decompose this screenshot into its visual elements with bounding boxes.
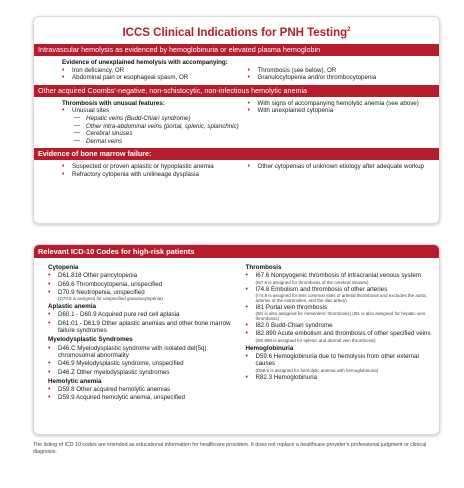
code-text: D46.Z Other myelodysplastic syndromes <box>58 368 170 376</box>
hemolysis-left-list <box>62 67 248 82</box>
code-item <box>246 304 432 321</box>
code-text: D61.01 - D61.9 Other aplastic anemias and other bone marrow failure syndromes <box>58 319 231 335</box>
list-subitem: — Other intra-abdominal veins (portal, splenic, splanchnic) <box>62 123 248 131</box>
list-item: • Other cytopenias of unknown etiology after adequate workup <box>248 163 434 171</box>
icd10-right-column <box>246 262 432 402</box>
code-item <box>48 386 234 393</box>
code-text: D61.818 Other pancytopenia <box>58 272 138 280</box>
code-item <box>246 322 432 329</box>
list-item: • Thrombosis (see below), OR <box>248 67 434 75</box>
code-item <box>48 320 234 335</box>
code-item <box>48 345 234 360</box>
band-intravascular-hemolysis: Intravascular hemolysis as evidenced by hemoglobinuria or elevated plasma hemoglobin <box>34 44 439 56</box>
code-text: I82.0 Budd-Chiari syndrome <box>255 322 333 330</box>
list-item: • With signs of accompanying hemolytic anemia (see above) <box>248 100 434 108</box>
code-item <box>246 374 432 381</box>
code-text: I74.8 Embolism and thrombosis of other arteries <box>255 285 388 293</box>
section-hemolysis <box>34 56 439 85</box>
band-bone-marrow-failure: Evidence of bone marrow failure: <box>34 148 439 160</box>
bone-marrow-right-list <box>248 163 434 178</box>
code-list <box>48 345 234 376</box>
code-group-heading: Myelodysplastic Syndromes <box>48 336 133 344</box>
code-list <box>246 272 432 342</box>
code-text: D59.9 Acquired hemolytic anemia, unspecified <box>58 394 185 402</box>
code-item <box>48 369 234 376</box>
code-item <box>246 272 432 284</box>
code-text: D70.9 Neutropenia, unspecified <box>58 288 145 296</box>
icd10-left-column <box>48 262 234 402</box>
code-group-heading: Thrombosis <box>245 264 282 271</box>
code-item <box>246 330 432 342</box>
band-coombs-negative-anemia: Other acquired Coombs'-negative, non-schistocytic, non-infectious hemolytic anemia <box>34 85 439 97</box>
code-item <box>48 272 234 279</box>
band-icd10-codes: Relevant ICD-10 Codes for high-risk patients <box>34 245 439 258</box>
section-subheading: Thrombosis with unusual features: <box>62 99 165 107</box>
list-item: • Suspected or proven aplastic or hypoplastic anemia <box>62 163 248 171</box>
code-note: (D70.9 is assigned for unspecified granulocytopenia) <box>58 296 163 302</box>
code-text: D59.8 Other acquired hemolytic anemias <box>58 386 171 394</box>
code-text: D46.C Myelodysplastic syndrome with isolated del(5q) chromosomal abnormality <box>58 344 207 359</box>
code-item <box>48 289 234 301</box>
list-item: • Abdominal pain or esophageal spasm, OR <box>62 74 248 82</box>
code-text: D69.6 Thrombocytopenia, unspecified <box>58 280 163 288</box>
code-text: D59.6 Hemoglobinuria due to hemolysis from other external causes <box>255 353 419 368</box>
list-subitem: — Cerebral sinuses <box>62 130 248 138</box>
code-text: D60.1 - D60.9 Acquired pure red cell aplasia <box>58 311 180 319</box>
code-text: D46.9 Myelodysplastic syndrome, unspecified <box>58 360 184 368</box>
section-subheading: Evidence of unexplained hemolysis with accompanying: <box>62 59 228 66</box>
icd10-codes-card <box>33 244 440 435</box>
list-item: • Unusual sites <box>62 107 248 115</box>
code-item <box>246 286 432 303</box>
section-thrombosis <box>34 97 439 149</box>
code-item <box>48 311 234 318</box>
code-list <box>48 272 234 301</box>
list-item: • With unexplained cytopenia <box>248 107 434 115</box>
card-title-text: ICCS Clinical Indications for PNH Testing <box>122 26 348 39</box>
code-item <box>48 360 234 367</box>
code-text: I81 Portal vein thrombosis <box>255 303 328 311</box>
title-footnote: 2 <box>347 27 351 33</box>
code-item <box>246 353 432 373</box>
code-note: (I82.890 is assigned for splenic and dermal vein thrombosis) <box>255 337 376 343</box>
code-list <box>48 386 234 402</box>
card-title <box>34 17 439 44</box>
list-subitem: — Hepatic veins (Budd-Chiari syndrome) <box>62 115 248 123</box>
code-note: (D59.6 is assigned for hemolytic anemia with hemoglobinuria) <box>255 367 379 373</box>
code-note: (I74.8 is assigned for less common sites of arterial thrombosis and excludes the aorta, arteries of the extremities, and the iliac artery) <box>255 292 427 303</box>
bone-marrow-left-list <box>62 163 248 178</box>
code-list <box>48 311 234 334</box>
code-text: I82.890 Acute embolism and thrombosis of other specified veins <box>255 330 431 338</box>
thrombosis-right-list <box>248 100 434 146</box>
hemolysis-right-list <box>248 67 434 82</box>
code-group-heading: Hemoglobinuria <box>245 344 294 352</box>
code-text: I67.6 Nonpyogenic thrombosis of intracranial venous system <box>255 272 421 280</box>
list-item: • Granulocytopenia and/or thrombocytopenia <box>248 74 434 82</box>
disclaimer-footer: The listing of ICD 10 codes are intended as educational information for healthcare providers. It does not replace a healthcare provider's professional judgment or clinical diagnosis. <box>33 442 427 455</box>
section-bone-marrow <box>34 160 439 181</box>
list-subitem: — Dermal veins <box>62 138 248 146</box>
code-note: (I81 is also assigned for mesenteric thrombosis) (I81 is also assigned for hepatic vein thrombosis) <box>255 311 426 322</box>
code-item <box>48 394 234 401</box>
code-group-heading: Hemolytic anemia <box>48 377 102 385</box>
clinical-indications-card <box>33 16 440 224</box>
code-group-heading: Cytopenia <box>48 264 79 271</box>
code-text: R82.3 Hemoglobinuria <box>255 373 318 381</box>
list-item: • Refractory cytopenia with unilineage dysplasia <box>62 171 248 179</box>
code-item <box>48 281 234 288</box>
code-list <box>246 353 432 381</box>
list-item: • Iron deficiency, OR <box>62 67 248 75</box>
thrombosis-left-list <box>62 107 248 145</box>
code-group-heading: Aplastic anemia <box>48 303 96 311</box>
code-note: (I67.6 is assigned for thrombosis of the cerebral sinuses) <box>255 279 369 285</box>
